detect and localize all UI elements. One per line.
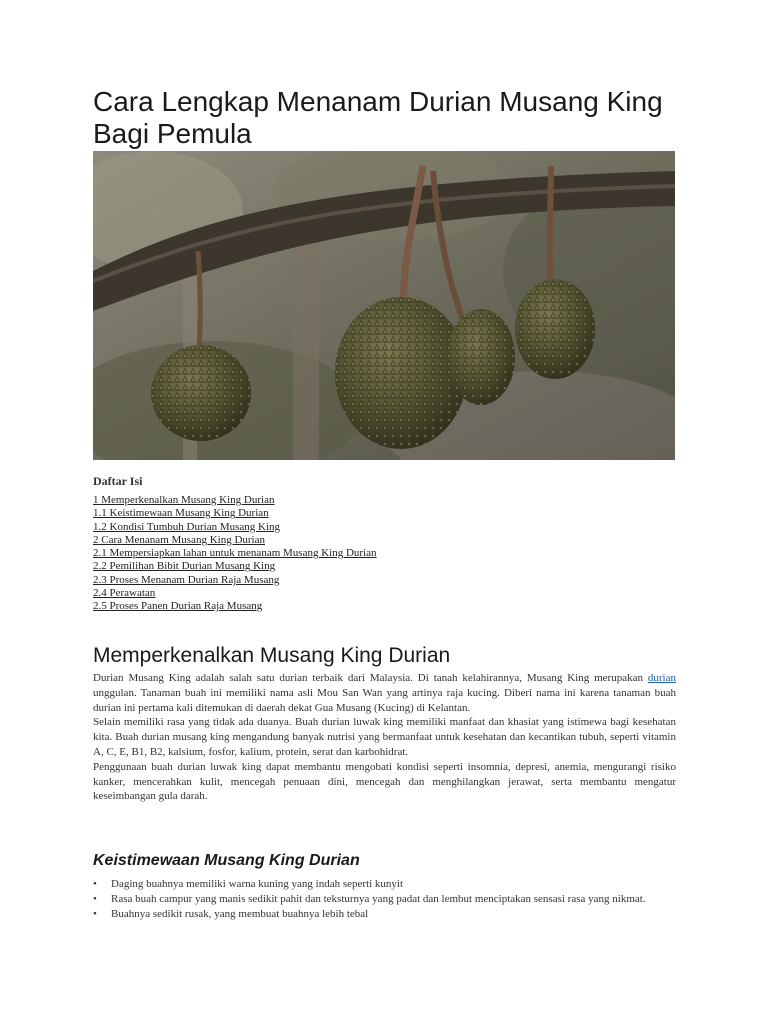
bullet-icon: • xyxy=(93,907,97,920)
list-item-text: Buahnya sedikit rusak, yang membuat buahnya lebih tebal xyxy=(111,907,369,920)
list-item-text: Rasa buah campur yang manis sedikit pahit dan teksturnya yang padat dan lembut menciptakan sensasi rasa yang nikmat. xyxy=(111,892,646,905)
list-item xyxy=(93,877,676,892)
section-heading-intro: Memperkenalkan Musang King Durian xyxy=(93,644,451,667)
toc-item xyxy=(93,574,377,587)
toc-item xyxy=(93,587,377,600)
toc-link[interactable]: 2.4 Perawatan xyxy=(93,587,156,600)
section-heading-features: Keistimewaan Musang King Durian xyxy=(93,852,360,869)
toc-link[interactable]: 1 Memperkenalkan Musang King Durian xyxy=(93,494,275,506)
list-item xyxy=(93,907,676,922)
toc-link[interactable]: 2 Cara Menanam Musang King Durian xyxy=(93,533,265,546)
toc-item xyxy=(93,560,377,573)
intro-paragraph-3: Penggunaan buah durian luwak king dapat membantu mengobati kondisi seperti insomnia, depresi, anemia, mengurangi risiko kanker, mencerahkan kulit, mencegah penuaan dini, mencegah dan menghilangkan jerawat, serta membantu mengatur keseimbangan gula darah. xyxy=(93,760,676,803)
bullet-icon: • xyxy=(93,892,97,905)
durian-photo xyxy=(93,151,675,460)
paragraph-text: unggulan. Tanaman buah ini memiliki nama asli Mou San Wan yang artinya raja kucing. Diberi nama ini karena tanaman buah durian ini pertama kali ditemukan di daerah dekat Gua Musang (Kucing) di Kelantan. xyxy=(93,686,676,714)
features-list xyxy=(93,877,676,921)
page-title: Cara Lengkap Menanam Durian Musang King Bagi Pemula xyxy=(93,86,663,149)
toc-heading: Daftar Isi xyxy=(93,474,143,488)
intro-body xyxy=(93,671,676,804)
toc-link[interactable]: 1.1 Keistimewaan Musang King Durian xyxy=(93,507,269,520)
paragraph-text: Durian Musang King adalah salah satu durian terbaik dari Malaysia. Di tanah kelahirannya, Musang King merupakan xyxy=(93,672,648,684)
toc-item xyxy=(93,507,377,520)
toc-item xyxy=(93,494,377,507)
toc-link[interactable]: 2.3 Proses Menanam Durian Raja Musang xyxy=(93,573,280,586)
list-item-text: Daging buahnya memiliki warna kuning yang indah seperti kunyit xyxy=(111,878,404,890)
list-item xyxy=(93,892,676,907)
bullet-icon: • xyxy=(93,878,97,890)
toc-item xyxy=(93,547,377,560)
toc-link[interactable]: 2.1 Mempersiapkan lahan untuk menanam Musang King Durian xyxy=(93,547,377,560)
durian-link[interactable]: durian xyxy=(647,672,676,684)
toc-link[interactable]: 2.2 Pemilihan Bibit Durian Musang King xyxy=(93,560,276,573)
toc-item xyxy=(93,521,377,534)
intro-paragraph-2: Selain memiliki rasa yang tidak ada duanya. Buah durian luwak king memiliki manfaat dan khasiat yang istimewa bagi kesehatan kita. Buah durian musang king mengandung banyak nutrisi yang bermanfaat untuk kesehatan dan kecantikan tubuh, seperti vitamin A, C, E, B1, B2, kalsium, fosfor, kalium, protein, serat dan karbohidrat. xyxy=(93,716,676,758)
intro-paragraph-1 xyxy=(93,671,676,715)
table-of-contents xyxy=(93,494,377,614)
toc-link[interactable]: 1.2 Kondisi Tumbuh Durian Musang King xyxy=(93,520,281,533)
toc-link[interactable]: 2.5 Proses Panen Durian Raja Musang xyxy=(93,600,263,613)
toc-item xyxy=(93,600,377,613)
toc-item xyxy=(93,534,377,547)
durian-photo-illustration xyxy=(93,151,675,460)
